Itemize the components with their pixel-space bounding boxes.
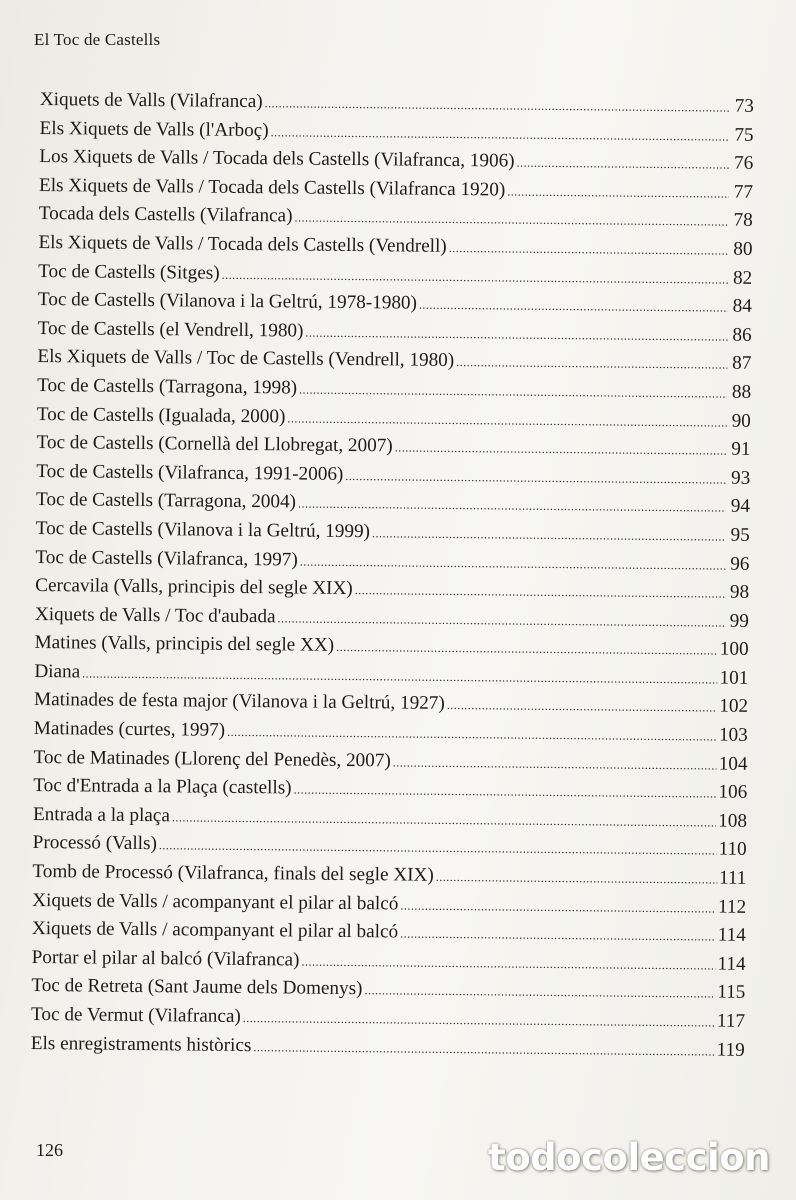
- toc-entry-title: Toc de Vermut (Vilafranca): [30, 1003, 241, 1027]
- dot-leader: [395, 434, 727, 466]
- toc-entry-page: 84: [732, 295, 753, 317]
- dot-leader: [507, 177, 729, 208]
- dot-leader: [277, 604, 725, 637]
- watermark-logo: todocoleccion: [488, 1136, 770, 1179]
- toc-entry-page: 78: [733, 210, 753, 232]
- toc-entry-title: Entrada a la plaça: [32, 803, 170, 827]
- toc-entry-page: 96: [730, 553, 750, 575]
- toc-entry-page: 102: [719, 696, 749, 718]
- toc-entry-page: 115: [717, 981, 746, 1004]
- dot-leader: [400, 891, 716, 923]
- dot-leader: [436, 863, 718, 894]
- dot-leader: [372, 519, 726, 551]
- toc-entry-title: Toc de Castells (Vilanova i la Geltrú, 1978-1980): [37, 289, 418, 314]
- toc-entry-page: 94: [730, 495, 751, 518]
- toc-entry-title: Toc de Castells (el Vendrell, 1980): [37, 317, 304, 342]
- toc-entry-title: Els Xiquets de Valls / Tocada dels Castells (Vendrell): [38, 231, 447, 257]
- dot-leader: [300, 547, 726, 580]
- toc-entry-page: 106: [718, 781, 748, 804]
- toc-entry-title: Els Xiquets de Valls / Tocada dels Castells (Vilafranca 1920): [38, 174, 506, 201]
- running-head: El Toc de Castells: [34, 30, 161, 49]
- toc-entry-page: 119: [716, 1039, 745, 1061]
- toc-entry-title: Toc de Castells (Vilanova i la Geltrú, 1999): [35, 517, 371, 543]
- toc-entry-page: 101: [719, 667, 749, 689]
- toc-entry-title: Los Xiquets de Valls / Tocada dels Castells (Vilafranca, 1906): [39, 146, 515, 172]
- toc-entry-title: Toc de Retreta (Sant Jaume dels Domenys): [31, 975, 363, 1000]
- toc-entry-page: 99: [729, 610, 749, 632]
- toc-entry-title: Toc de Castells (Cornellà del Llobregat, 2007): [36, 432, 393, 457]
- toc-entry-title: Els Xiquets de Valls (l'Arboç): [39, 117, 269, 141]
- toc-entry-page: 77: [733, 181, 754, 203]
- toc-entry-title: Cercavila (Valls, principis del segle XIX): [35, 575, 353, 600]
- table-of-contents: [31, 86, 754, 1065]
- dot-leader: [336, 633, 718, 665]
- toc-entry-title: Xiquets de Valls / Toc d'aubada: [34, 603, 276, 627]
- toc-entry-page: 95: [730, 524, 750, 546]
- toc-entry-page: 114: [717, 953, 746, 975]
- dot-leader: [516, 149, 729, 180]
- dot-leader: [355, 576, 726, 608]
- toc-entry-title: Xiquets de Valls / acompanyant el pilar al balcó: [31, 918, 399, 943]
- toc-entry-title: Els enregistraments històrics: [30, 1032, 252, 1056]
- toc-entry-title: Tomb de Processó (Vilafranca, finals del segle XIX): [32, 860, 434, 886]
- toc-entry-title: Toc de Castells (Vilafranca, 1997): [35, 546, 298, 570]
- toc-entry-page: 73: [734, 95, 754, 117]
- toc-entry-page: 110: [718, 838, 747, 861]
- toc-entry-page: 86: [732, 324, 752, 346]
- toc-entry-page: 98: [729, 581, 750, 603]
- toc-entry-title: Toc de Castells (Igualada, 2000): [36, 403, 286, 427]
- toc-entry-page: 103: [718, 724, 748, 746]
- toc-entry-page: 88: [731, 381, 752, 403]
- dot-leader: [419, 291, 728, 323]
- toc-entry-page: 100: [719, 638, 749, 661]
- toc-entry-page: 111: [718, 867, 747, 889]
- dot-leader: [265, 89, 730, 122]
- toc-entry-page: 108: [718, 810, 748, 832]
- dot-leader: [345, 462, 726, 494]
- toc-entry-title: Matines (Valls, principis del segle XX): [34, 632, 335, 657]
- toc-entry-title: Diana: [34, 660, 81, 683]
- dot-leader: [364, 977, 715, 1009]
- toc-entry-title: Portar el pilar al balcó (Vilafranca): [31, 946, 300, 971]
- toc-entry-title: Toc de Castells (Sitges): [38, 260, 220, 284]
- toc-entry-page: 80: [733, 238, 753, 260]
- toc-entry-title: Toc de Castells (Vilafranca, 1991-2006): [36, 460, 344, 485]
- dot-leader: [243, 1004, 715, 1037]
- dot-leader: [301, 947, 715, 980]
- toc-entry-page: 82: [732, 267, 753, 289]
- dot-leader: [253, 1033, 715, 1066]
- toc-entry-title: Xiquets de Valls / acompanyant el pilar al balcó: [32, 889, 399, 915]
- dot-leader: [449, 234, 729, 265]
- dot-leader: [447, 691, 718, 722]
- toc-entry-title: Tocada dels Castells (Vilafranca): [38, 203, 293, 227]
- toc-entry-title: Matinades (curtes, 1997): [33, 718, 226, 741]
- toc-entry-title: Toc de Castells (Tarragona, 2004): [35, 489, 297, 513]
- toc-entry-page: 91: [731, 438, 751, 460]
- toc-entry-title: Toc d'Entrada a la Plaça (castells): [33, 775, 292, 799]
- toc-entry-page: 112: [717, 896, 747, 918]
- dot-leader: [393, 748, 717, 780]
- dot-leader: [299, 375, 727, 408]
- toc-entry-page: 104: [718, 753, 748, 775]
- toc-entry-page: 93: [730, 467, 751, 489]
- toc-entry-page: 117: [716, 1010, 746, 1032]
- toc-entry-title: Xiquets de Valls (Vilafranca): [39, 88, 263, 113]
- toc-entry-title: Toc de Matinades (Llorenç del Penedès, 2007): [33, 746, 391, 772]
- toc-entry-page: 114: [717, 924, 746, 947]
- toc-entry-title: Els Xiquets de Valls / Toc de Castells (Vendrell, 1980): [37, 346, 455, 372]
- toc-entry-page: 90: [731, 410, 751, 432]
- page-number: 126: [36, 1140, 63, 1160]
- toc-entry-title: Toc de Castells (Tarragona, 1998): [37, 374, 298, 399]
- dot-leader: [400, 920, 716, 952]
- dot-leader: [293, 776, 716, 809]
- toc-entry-title: Processó (Valls): [32, 832, 158, 855]
- toc-entry-page: 87: [732, 353, 752, 375]
- toc-entry-page: 76: [734, 152, 754, 175]
- toc-entry-page: 75: [734, 124, 754, 146]
- dot-leader: [456, 348, 727, 379]
- toc-entry-title: Matinades de festa major (Vilanova i la Geltrú, 1927): [34, 689, 445, 715]
